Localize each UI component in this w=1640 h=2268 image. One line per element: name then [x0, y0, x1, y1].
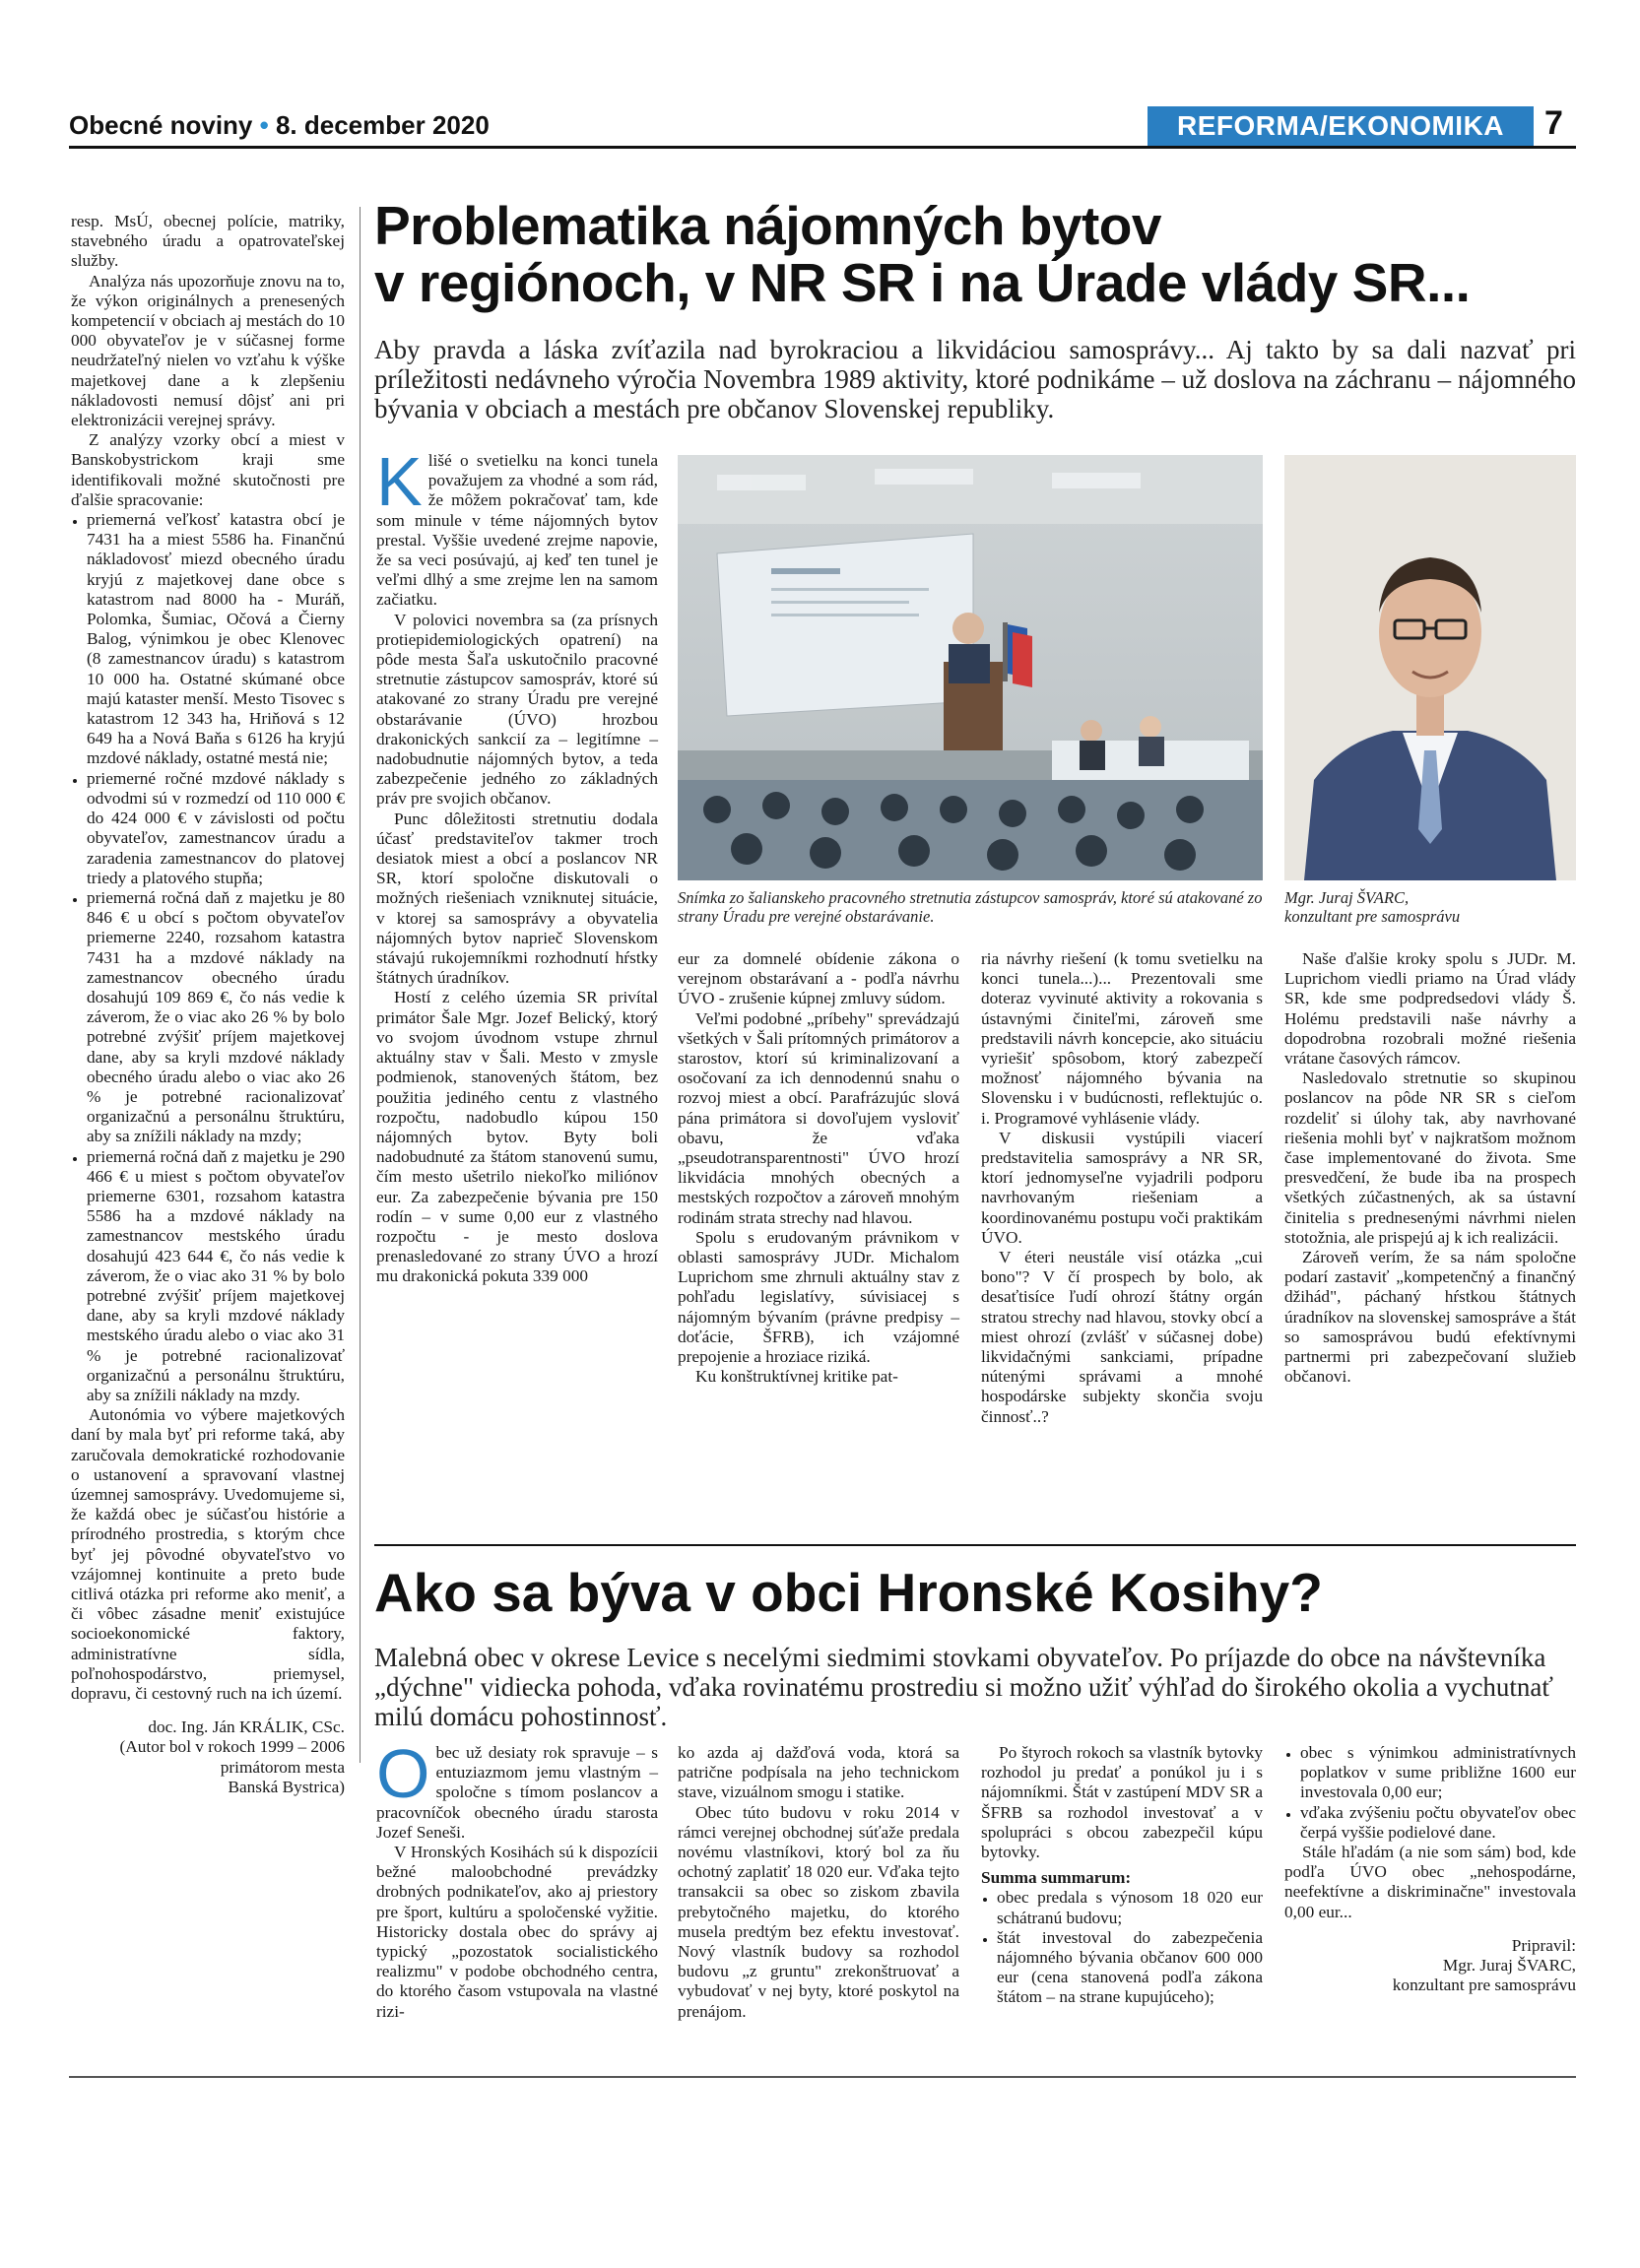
article2-paragraph: Po štyroch rokoch sa vlastník bytovky rozhodol ju predať a ponúkol ju i s nájomníkmi. Štát v zastúpení MDV SR a ŠFRB sa rozhodol investovať a v spolupráci s obcou zabezpečil kúpu bytovky. [981, 1743, 1263, 1862]
left-bullet: • priemerná ročná daň z majetku je 290 466 € u miest s počtom obyvateľov priemerne 6301, rozsahom katastra 5586 ha a mzdové náklady na zamestnancov mestského úradu dosahujú 423 644 €, čo nás vedie k záverom, že o viac ako 31 % by bolo potrebné zvýšiť príjem majetkovej dane, aby sa kryli mzdové náklady mestského úradu alebo o viac ako 31 % je potrebné racionalizovať organizačnú a personálnu štruktúru, aby sa znížili náklady na mzdy. [87, 1147, 345, 1406]
left-paragraph: resp. MsÚ, obecnej polície, matriky, stavebného úradu a opatrovateľskej služby. [71, 212, 345, 271]
issue-date: 8. december 2020 [275, 110, 490, 140]
article1-column-2 [678, 949, 959, 1387]
portrait-caption [1284, 888, 1576, 926]
page-number: 7 [1544, 104, 1563, 142]
section-label: REFORMA/EKONOMIKA [1148, 106, 1534, 146]
summa-bullet: • vďaka zvýšeniu počtu obyvateľov obec čerpá vyššie podielové dane. [1300, 1803, 1576, 1843]
signoff-line: Pripravil: [1511, 1935, 1576, 1955]
article2-column-1 [376, 1735, 658, 2022]
article1-paragraph: Veľmi podobné „príbehy" sprevádzajú všetkých v Šali prítomných primátorov a starostov, ktorí sú kriminalizovaní a osočovaní za ich dennodennú snahu o rozvoj miest a obcí. Parafrázujúc slová pána primátora si dovoľujem vysloviť obavu, že vďaka „pseudotransparentnosti" ÚVO hrozí likvidácia mnohých obecných a mestských rozpočtov a zároveň mnohým rodinám strata strechy nad hlavou. [678, 1008, 959, 1227]
article2-column-3 [981, 1743, 1263, 2008]
article1-paragraph: Nasledovalo stretnutie so skupinou poslancov na pôde NR SR s cieľom rozdeliť si úlohy tak, aby navrhované riešenia mohli byť v najkratšom možnom čase implementované do života. Sme presvedčení, že bude iba na prospech všetkých zúčastnených, ak sa ústavní činitelia s prednesenými návrhmi nielen stotožnia, ale prispejú aj k ich realizácii. [1284, 1069, 1576, 1247]
article1-lead: Aby pravda a láska zvíťazila nad byrokraciou a likvidáciou samosprávy... Aj takto by sa dali nazvať pri príležitosti nedávneho výročia Novembra 1989 aktivity, ktoré podnikáme – už doslova na záchranu – nájomného bývania v obciach a mestách pre občanov Slovenskej republiky. [374, 335, 1576, 423]
article1-column-4 [1284, 949, 1576, 1387]
signoff-line: konzultant pre samosprávu [1392, 1976, 1576, 1995]
article1-column-3 [981, 949, 1263, 1427]
left-bullet-list [71, 510, 345, 1405]
summa-bullet: • obec s výnimkou administratívnych poplatkov v sume približne 1600 eur investovala 0,00 eur; [1300, 1743, 1576, 1803]
summa-list [1284, 1743, 1576, 1843]
article2-paragraph: ko azda aj dažďová voda, ktorá sa patrične podpísala na jeho technickom stave, vizuálnom smogu i statike. [678, 1743, 959, 1802]
footer-divider [69, 2076, 1576, 2078]
article1-paragraph: Hostí z celého územia SR privítal primátor Šale Mgr. Jozef Belický, ktorý vo svojom úvodnom vstupe zhrnul aktuálny stav v Šali. Mesto v zmysle podmienok, stanovených štátom, bez použitia jediného centu z vlastného rozpočtu, nadobudlo kúpou 150 nájomných bytov. Byty boli nadobudnuté za štátom stanovenú sumu, čím mesto ušetrilo niekoľko miliónov eur. Za zabezpečenie bývania pre 150 rodín – v sume 0,00 eur z vlastného rozpočtu - je mesto doslova prenasledované zo strany ÚVO a hrozí mu drakonická pokuta 339 000 [376, 988, 658, 1286]
article2-headline: Ako sa býva v obci Hronské Kosihy? [374, 1562, 1323, 1623]
article1-paragraph: V diskusii vystúpili viacerí predstavitelia samosprávy a NR SR, ktorí jednomyseľne vyjadrili podporu navrhovaným riešeniam a koordinovanému postupu voči praktikám ÚVO. [981, 1128, 1263, 1247]
left-bullet: • priemerná veľkosť katastra obcí je 7431 ha a miest 5586 ha. Finančnú nákladovosť miezd obecného úradu kryjú z majetkovej dane obce s katastrom nad 8000 ha - Muráň, Polomka, Šumiac, Očová a Čierny Balog, výnimkou je obec Klenovec (8 zamestnancov úradu) s katastrom 10 000 ha. Ostatné skúmané obce majú kataster menší. Mesto Tisovec s katastrom 12 343 ha, Hriňová s 12 649 ha a Nová Baňa s 6126 ha kryjú mzdové náklady, ostatné mestá nie; [87, 510, 345, 769]
article1-paragraph: V éteri neustále visí otázka „cui bono"? V čí prospech by bolo, ak desaťtisíce ľudí ohrozí štátny orgán stratou strechy nad hlavou, stovky obcí a miest ohrozí (zvlášť v súčasnej dobe) likvidačnými sankciami, prípadne nútenými správami a mnohé hospodárske subjekty skončia svoju činnosť..? [981, 1248, 1263, 1426]
article2-lead: Malebná obec v okrese Levice s necelými siedmimi stovkami obyvateľov. Po príjazde do obce na návštevníka „dýchne" vidiecka pohoda, vďaka rovinatému prostrediu si možno užiť výhľad do širokého okolia a vychutnať milú domácu pohostinnosť. [374, 1643, 1553, 1731]
summa-bullet: • štát investoval do zabezpečenia nájomného bývania občanov 600 000 eur (cena stanovená podľa zákona štátom – na strane kupujúceho); [997, 1928, 1263, 2008]
article2-column-2 [678, 1743, 959, 2022]
signature-line: Banská Bystrica) [228, 1777, 345, 1796]
paper-name: Obecné noviny [69, 110, 253, 140]
summa-list [981, 1888, 1263, 2007]
headline-line: v regiónoch, v NR SR i na Úrade vlády SR... [374, 252, 1471, 313]
article1-paragraph: Punc dôležitosti stretnutiu dodala účasť predstaviteľov takmer troch desiatok miest a obcí a poslancov NR SR, ktorí spoločne diskutovali o možných riešeniach vzniknutej situácie, v ktorej sa samosprávy a obyvatelia nájomných bytov naprieč Slovenskom stávajú rukojemníkmi rozhodnutí hŕstky štátnych úradníkov. [376, 809, 658, 988]
article2-column-4 [1284, 1743, 1576, 1995]
paragraph-text: bec už desiaty rok spravuje – s entuziazmom jemu vlastným – spoločne s tímom poslancov a pracovníčok obecného úradu starosta Jozef Seneši. [376, 1743, 658, 1842]
left-paragraph: Analýza nás upozorňuje znovu na to, že výkon originálnych a prenesených kompetencií v obciach aj mestách do 10 000 obyvateľov je v súčasnej forme neudržateľný nielen vo vzťahu k výške majetkovej dane a k zlepšeniu nákladovosti nemusí dôjsť ani pri elektronizácii verejnej správy. [71, 271, 345, 430]
left-column-article [71, 212, 345, 1797]
caption-line: konzultant pre samosprávu [1284, 907, 1461, 926]
left-bullet: • priemerná ročná daň z majetku je 80 846 € u obcí s počtom obyvateľov priemerne 2240, rozsahom katastra 7431 ha a mzdové náklady na zamestnancov obecného úradu dosahujú 109 869 €, čo nás vedie k záverom, že o viac ako 26 % by bolo potrebné zvýšiť príjem majetkovej dane, aby sa kryli mzdové náklady obecného úradu alebo o viac ako 26 % je potrebné racionalizovať organizačnú a personálnu štruktúru, aby sa znížili náklady na mzdy; [87, 888, 345, 1147]
article1-paragraph: Spolu s erudovaným právnikom v oblasti samosprávy JUDr. Michalom Luprichom sme zhrnuli aktuálny stav z pohľadu legislatívy, súvisiacej s nájomným bývaním (právne predpisy – doťácie, ŠFRB), ich vzájomné prepojenie a hroziace riziká. [678, 1227, 959, 1367]
article2-paragraph [376, 1735, 658, 1843]
article1-paragraph [376, 443, 658, 611]
article-divider [374, 1544, 1576, 1546]
column-divider [360, 207, 361, 1763]
summa-bullet: • obec predala s výnosom 18 020 eur schátranú budovu; [997, 1888, 1263, 1927]
author-signature [71, 1717, 345, 1797]
summa-heading: Summa summarum: [981, 1868, 1132, 1888]
article1-paragraph: V polovici novembra sa (za prísnych protiepidemiologických opatrení) na pôde mesta Šaľa uskutočnilo pracovné stretnutie zástupcov samospráv, ktoré sú atakované zo strany Úradu pre verejné obstarávanie (ÚVO) hrozbou drakonických sankcií za – legitímne – nadobudnutie nájomných bytov, a teda zabezpečenie jedného zo základných práv pre svojich občanov. [376, 610, 658, 809]
article2-signoff [1284, 1936, 1576, 1996]
article1-paragraph: Naše ďalšie kroky spolu s JUDr. M. Luprichom viedli priamo na Úrad vlády SR, kde sme podpredsedovi vlády Š. Holému predstavili naše návrhy a dopodrobna rozobrali možné riešenia vrátane časových rámcov. [1284, 949, 1576, 1069]
paragraph-text: lišé o svetielku na konci tunela považujem za vhodné a som rád, že môžem pokračovať tam, kde som minule v téme nájomných bytov prestal. Vyššie uvedené zrejme napovie, že sa veci posúvajú, aj keď ten tunel je veľmi dlhý a sme zrejme len na samom začiatku. [376, 451, 658, 610]
left-paragraph: Autonómia vo výbere majetkových daní by mala byť pri reforme taká, aby zaručovala demokratické rozhodovanie o ustanovení a spravovaní vlastnej územnej samosprávy. Uvedomujeme si, že každá obec je súčasťou histórie a prírodného prostredia, s ktorým chce byť jej pôvodné obyvateľstvo vo vzájomnej kontinuite a preto bude citlivá otázka pri reforme ako meniť, a či vôbec zásadne meniť existujúce socioekonomické faktory, administratívne sídla, poľnohospodárstvo, priemysel, dopravu, či cestovný ruch na ich území. [71, 1405, 345, 1704]
signoff-line: Mgr. Juraj ŠVARC, [1442, 1956, 1576, 1976]
drop-cap: O [376, 1735, 430, 1812]
meeting-photo-caption: Snímka zo šalianskeho pracovného stretnutia zástupcov samospráv, ktoré sú atakované zo strany Úradu pre verejné obstarávanie. [678, 888, 1263, 926]
meeting-photo [678, 455, 1263, 880]
article1-paragraph: Zároveň verím, že sa nám spoločne podarí zastaviť „kompetenčný a finančný džihád", páchaný hŕstkou štátnych úradníkov na slovenskej samospráve a štát so samosprávou budú efektívnymi partnermi pri zabezpečovaní služieb občanovi. [1284, 1248, 1576, 1387]
article1-paragraph: ria návrhy riešení (k tomu svetielku na konci tunela...)... Prezentovali sme doteraz vyvinuté aktivity a rokovania s ústavnými činiteľmi, zároveň sme predstavili návrh koncepcie, ako situáciu vyriešiť spôsobom, ktorý zabezpečí možnosť nájomného bývania na Slovensku i v budúcnosti, reflektujúc o. i. Programové vyhlásenie vlády. [981, 949, 1263, 1128]
drop-cap: K [376, 443, 423, 520]
article1-headline [374, 197, 1576, 311]
left-bullet: • priemerné ročné mzdové náklady s odvodmi sú v rozmedzí od 110 000 € do 424 000 € v závislosti od počtu obyvateľov, zamestnancov úradu a zaradenia zamestnancov do platovej triedy a platového stupňa; [87, 769, 345, 888]
caption-line: Mgr. Juraj ŠVARC, [1284, 888, 1410, 907]
portrait-photo [1284, 455, 1576, 880]
article2-paragraph: V Hronských Kosihách sú k dispozícii bežné maloobchodné prevádzky drobných podnikateľov, ako aj priestory pre šport, kultúru a spoločenské vyžitie. Historicky dostala obec do správy aj typický „pozostatok socialistického realizmu" v podobe obchodného centra, do ktorého časom vstupovala na vlastné rizi- [376, 1843, 658, 2021]
signature-line: doc. Ing. Ján KRÁLIK, CSc. [148, 1717, 345, 1737]
left-paragraph: Z analýzy vzorky obcí a miest v Banskobystrickom kraji sme identifikovali možné skutočnosti pre ďalšie spracovanie: [71, 430, 345, 509]
article1-paragraph: Ku konštruktívnej kritike pat- [695, 1367, 898, 1387]
signature-line: (Autor bol v rokoch 1999 – 2006 [119, 1737, 345, 1757]
article1-column-1 [376, 443, 658, 1287]
header-divider [69, 146, 1576, 149]
article1-paragraph: eur za domnelé obídenie zákona o verejnom obstarávaní a - podľa návrhu ÚVO - zrušenie kúpnej zmluvy súdom. [678, 949, 959, 1008]
page-header [69, 104, 1576, 150]
signature-line: primátorom mesta [220, 1757, 345, 1777]
masthead [69, 110, 490, 141]
headline-line: Problematika nájomných bytov [374, 195, 1161, 256]
article2-paragraph: Obec túto budovu v roku 2014 v rámci verejnej obchodnej súťaže predala novému vlastníkovi, ktorý bol za ňu ochotný zaplatiť 18 020 eur. Vďaka tejto transakcii sa obec so ziskom zbavila prebytočného majetku, do ktorého musela predtým bez efektu investovať. Nový vlastník budovy sa rozhodol budovu „z gruntu" zrekonštruovať a vybudovať v nej byty, ktoré poskytol na prenájom. [678, 1802, 959, 2021]
masthead-separator: • [259, 110, 269, 140]
article2-paragraph: Stále hľadám (a nie som sám) bod, kde podľa ÚVO obec „nehospodárne, neefektívne a diskriminačne" investovala 0,00 eur... [1284, 1843, 1576, 1921]
